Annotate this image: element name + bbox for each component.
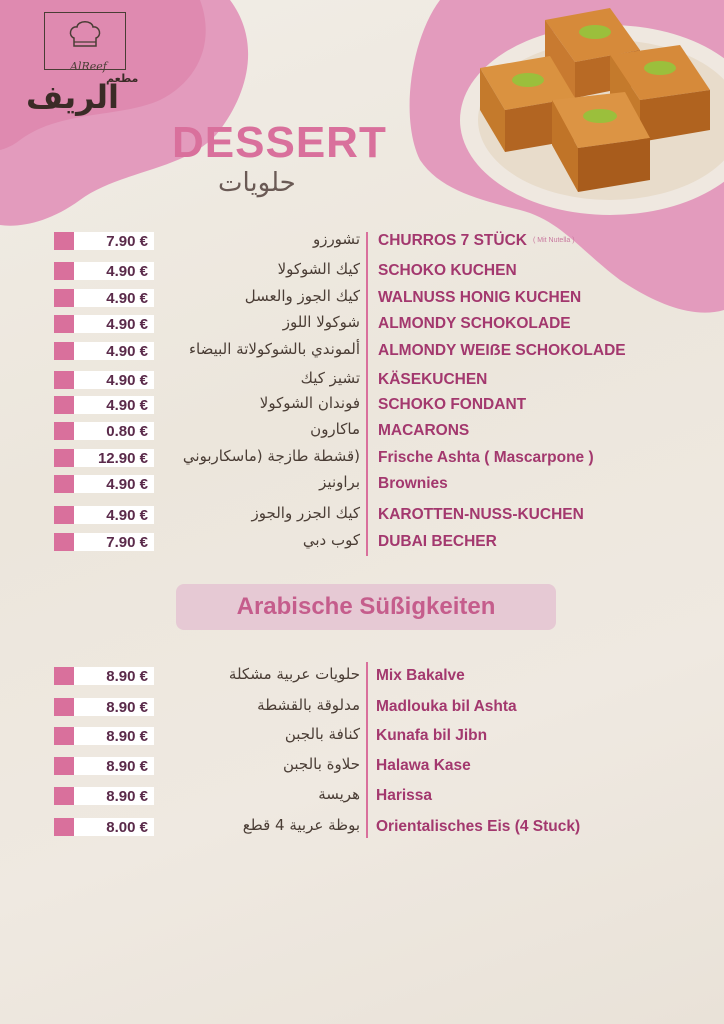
menu-item-price: 4.90 € (70, 315, 154, 333)
menu-item-row (0, 342, 724, 366)
menu-item-row (0, 449, 724, 473)
menu-item-row (0, 533, 724, 557)
menu-item-price: 4.90 € (70, 396, 154, 414)
menu-item-name-arabic: تشورزو (312, 230, 360, 248)
chef-hat-icon (68, 18, 102, 54)
menu-item-name-german: Halawa Kase (376, 757, 471, 774)
menu-item-price: 4.90 € (70, 262, 154, 280)
menu-item-german-wrap (376, 727, 487, 745)
menu-item-german-wrap (376, 757, 471, 775)
menu-item-name-arabic: كيك الجوز والعسل (244, 287, 360, 305)
menu-item-name-german: MACARONS (378, 422, 470, 439)
menu-item-row (0, 667, 724, 691)
section-title-arabic-sweets: Arabische Süßigkeiten (176, 584, 556, 630)
menu-item-row (0, 727, 724, 751)
menu-item-name-german: Madlouka bil Ashta (376, 698, 517, 715)
menu-item-name-arabic: كيك الجزر والجوز (251, 504, 360, 522)
menu-item-name-arabic: حلويات عربية مشكلة (228, 665, 360, 683)
menu-item-german-wrap (378, 232, 575, 250)
menu-item-name-arabic: ماكارون (310, 420, 360, 438)
menu-item-german-wrap (378, 315, 571, 333)
menu-item-name-german: SCHOKO KUCHEN (378, 262, 517, 279)
menu-item-german-wrap (376, 818, 580, 836)
menu-item-price: 4.90 € (70, 475, 154, 493)
menu-item-german-wrap (376, 667, 465, 685)
menu-item-name-german: CHURROS 7 STÜCK (378, 232, 527, 249)
menu-item-name-arabic: فوندان الشوكولا (259, 394, 360, 412)
menu-item-german-wrap (378, 449, 594, 467)
menu-item-price: 8.90 € (70, 727, 154, 745)
menu-item-row (0, 262, 724, 286)
menu-item-name-german: ALMONDY SCHOKOLADE (378, 315, 571, 332)
menu-item-name-arabic: حلاوة بالجبن (282, 755, 360, 773)
menu-item-price: 12.90 € (70, 449, 154, 467)
menu-item-name-arabic: كوب دبي (302, 531, 360, 549)
menu-item-name-arabic: (قشطة طازجة (ماسكاربوني (182, 447, 360, 465)
menu-item-row (0, 787, 724, 811)
menu-item-price: 8.90 € (70, 698, 154, 716)
menu-item-name-german: Mix Bakalve (376, 667, 465, 684)
menu-item-row (0, 506, 724, 530)
menu-item-name-german: DUBAI BECHER (378, 533, 497, 550)
menu-item-row (0, 371, 724, 395)
menu-item-price: 4.90 € (70, 342, 154, 360)
menu-item-name-arabic: ألموندي بالشوكولاتة البيضاء (188, 340, 360, 358)
menu-item-german-wrap (378, 371, 487, 389)
menu-item-row (0, 396, 724, 420)
menu-item-name-german: KAROTTEN-NUSS-KUCHEN (378, 506, 584, 523)
menu-item-name-arabic: براونيز (319, 473, 360, 491)
menu-item-row (0, 422, 724, 446)
menu-item-name-german: Brownies (378, 475, 448, 492)
menu-item-name-german: WALNUSS HONIG KUCHEN (378, 289, 582, 306)
menu-item-german-wrap (378, 475, 448, 493)
menu-item-german-wrap (376, 787, 432, 805)
menu-item-name-arabic: كيك الشوكولا (277, 260, 360, 278)
menu-item-german-wrap (378, 533, 497, 551)
menu-item-name-arabic: مدلوقة بالقشطة (257, 696, 360, 714)
menu-item-price: 8.90 € (70, 757, 154, 775)
menu-item-price: 7.90 € (70, 533, 154, 551)
menu-item-german-wrap (378, 289, 581, 307)
menu-item-name-german: Kunafa bil Jibn (376, 727, 488, 744)
menu-item-row (0, 232, 724, 256)
menu-item-row (0, 289, 724, 313)
menu-item-german-wrap (378, 262, 517, 280)
menu-item-price: 8.90 € (70, 667, 154, 685)
logo-latin-name: AlReef (70, 60, 107, 73)
menu-item-price: 7.90 € (70, 232, 154, 250)
menu-item-name-german: Harissa (376, 787, 433, 804)
menu-item-name-german: Frische Ashta ( Mascarpone ) (378, 449, 594, 466)
baklava-image (460, 0, 724, 220)
menu-item-german-wrap (378, 396, 526, 414)
menu-item-price: 4.90 € (70, 371, 154, 389)
menu-item-name-german: SCHOKO FONDANT (378, 396, 527, 413)
menu-item-name-arabic: هريسة (318, 785, 360, 803)
menu-item-row (0, 698, 724, 722)
menu-item-name-german: KÄSEKUCHEN (378, 371, 488, 388)
logo-arabic-small: مطعم (106, 72, 139, 85)
menu-item-name-arabic: بوظة عربية 4 قطع (242, 816, 360, 834)
page-subtitle-arabic: حلويات (218, 168, 296, 198)
menu-item-german-wrap (378, 422, 469, 440)
menu-item-price: 8.00 € (70, 818, 154, 836)
menu-item-price: 4.90 € (70, 506, 154, 524)
restaurant-logo (22, 10, 152, 116)
menu-item-german-wrap (376, 698, 517, 716)
menu-item-price: 4.90 € (70, 289, 154, 307)
menu-item-name-arabic: كنافة بالجبن (284, 725, 360, 743)
menu-item-note: ( Mit Nutella ) (532, 237, 575, 245)
menu-item-row (0, 315, 724, 339)
menu-item-row (0, 757, 724, 781)
menu-item-name-arabic: تشيز كيك (300, 369, 360, 387)
logo-arabic-name: الريف (26, 78, 120, 116)
menu-item-row (0, 475, 724, 499)
menu-item-price: 8.90 € (70, 787, 154, 805)
menu-item-name-arabic: شوكولا اللوز (282, 313, 360, 331)
menu-item-name-german: ALMONDY WEIẞE SCHOKOLADE (378, 342, 626, 359)
menu-item-name-german: Orientalisches Eis (4 Stuck) (376, 818, 581, 835)
menu-item-price: 0.80 € (70, 422, 154, 440)
menu-item-row (0, 818, 724, 842)
page-title: DESSERT (172, 118, 387, 167)
menu-item-german-wrap (378, 342, 626, 360)
menu-item-german-wrap (378, 506, 584, 524)
